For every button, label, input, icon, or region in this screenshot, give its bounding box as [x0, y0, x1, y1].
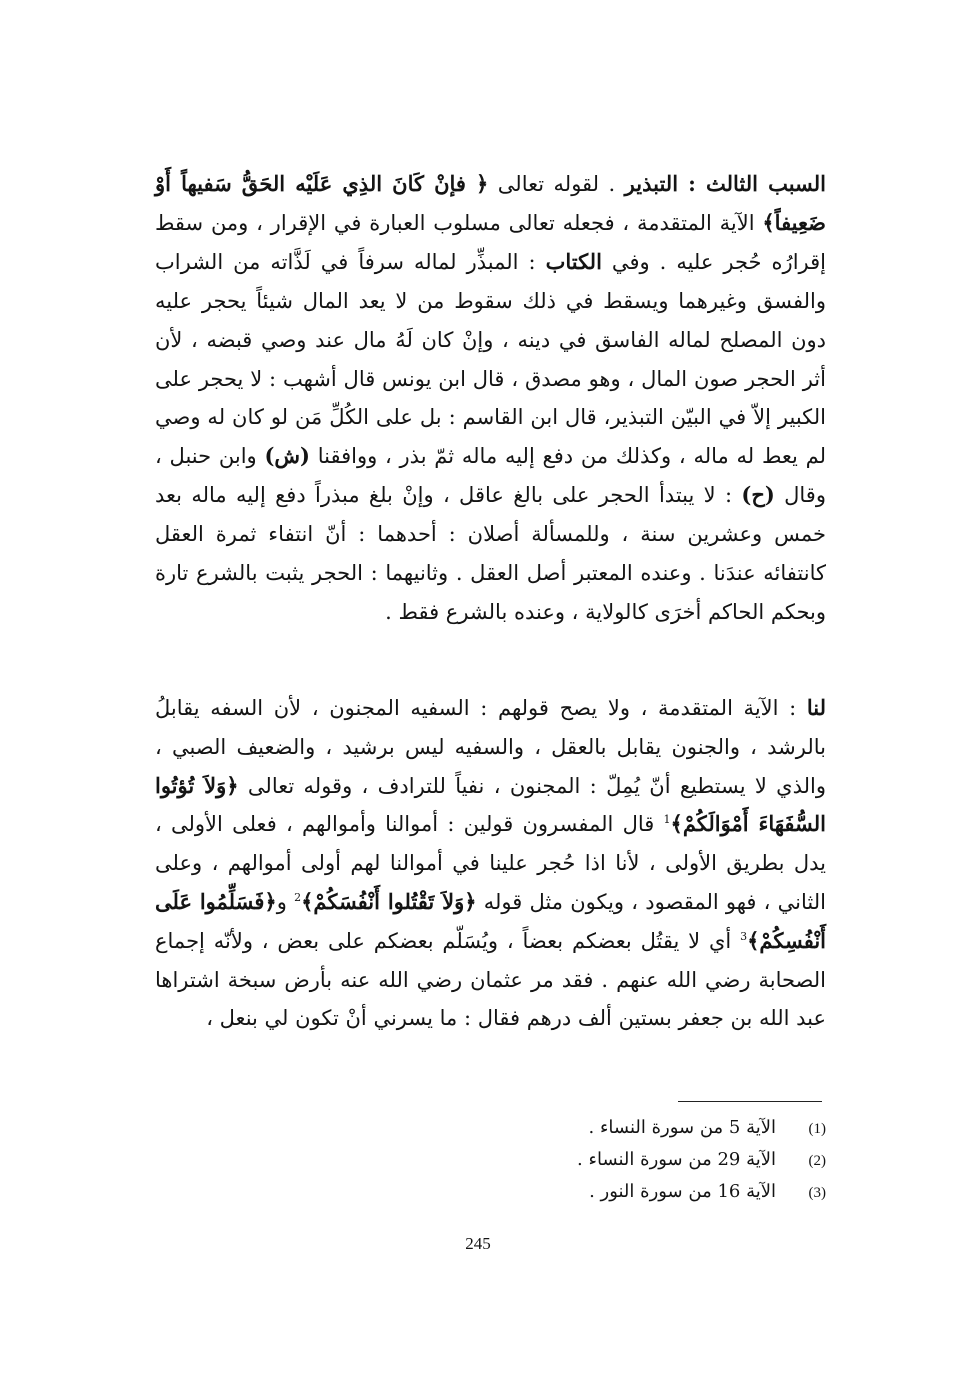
footnote-3 — [455, 1181, 826, 1213]
footnote-number: (3) — [808, 1185, 826, 1201]
text-run: : الآية المتقدمة ، ولا يصح قولهم : السفيه المجنون ، لأن السفه يقابلُ بالرشد ، والجنون يقابل بالعقل ، والسفيه ليس برشيد ، والضعيف الصبي ، والذي لا يستطيع أنّ يُمِلّ : المجنون ، نفياً للترادف ، وقوله تعالى — [155, 696, 826, 798]
bold-term: لنا — [806, 695, 826, 720]
text-run: و — [276, 889, 295, 914]
footnote-1 — [455, 1117, 826, 1149]
bold-term: (ح) — [741, 482, 775, 508]
main-text — [155, 165, 826, 632]
text-run: الآية المتقدمة ، فجعله تعالى مسلوب العبارة في الإقرار ، ومن سقط إقرارُه حُجر عليه . وفي — [155, 210, 826, 274]
footnote-number: (1) — [808, 1121, 826, 1137]
footnote-ref: 1 — [663, 813, 671, 827]
paragraph-cause-three — [155, 165, 826, 632]
quran-verse: ﴿وَلاَ تَقْتُلوا أَنْفُسَكُمْ﴾ — [301, 888, 477, 914]
footnote-ref: 3 — [740, 929, 748, 943]
bold-term: (ش) — [264, 443, 310, 469]
footnote-number: (2) — [808, 1153, 826, 1169]
text-run: : المبذِّر لماله سرفاً في لَذَّاته من الشراب والفسق وغيرهما ويسقط في ذلك سقوط من لا يعد المال شيئاً يحجر عليه دون المصلح لماله الفاسق في دينه ، وإنْ كان لَهُ مال عند وصي قبضه ، لأن أثر الحجر صون المال ، وهو مصدق ، قال ابن يونس قال أشهب : لا يحجر على الكبير إلاّ في البيّن التبذير، قال ابن القاسم : بل على الكُلِّ مَن لو كان له وصي لم يعط له ماله ، وكذلك من دفع إليه ماله ثمّ بذر ، ووافقنا — [155, 249, 826, 469]
footnote-text: الآية 29 من سورة النساء . — [577, 1149, 776, 1170]
footnote-2 — [455, 1149, 826, 1181]
quran-verse: ﴿ فإنْ كَانَ الذِي عَلَيْه الحَقُّ سَفيهاً أَوْ ضَعِيفاً﴾ — [155, 171, 826, 235]
text-run: أي لا يقتُل بعضكم بعضاً ، ويُسَلّم بعضكم على بعض ، ولأنّه إجماع الصحابة رضي الله عنهم . فقد مر عثمان رضي الله عنه بأرض سبخة اشتراها عبد الله بن جعفر بستين ألف درهم فقال : ما يسرني أنْ تكون لي بنعل ، — [155, 928, 826, 1031]
footnote-text: الآية 5 من سورة النساء . — [588, 1117, 776, 1138]
text-run: : لا يبتدأ الحجر على بالغ عاقل ، وإنْ بلغ مبذراً دفع إليه ماله بعد خمس وعشرين سنة ، وللمسألة أصلان : أحدهما : أنّ انتفاء ثمرة العقل كانتفائه عندَنا . وعنده المعتبر أصل العقل . وثانيهما : الحجر يثبت بالشرع تارة وبحكم الحاكم أخرَى كالولاية ، وعنده بالشرع فقط . — [155, 483, 826, 624]
footnote-separator — [678, 1101, 822, 1102]
footnote-ref: 2 — [294, 890, 302, 904]
page-number: 245 — [465, 1234, 491, 1253]
main-text-continued — [155, 689, 826, 1038]
quran-verse: ﴿فَسَلِّمُوا عَلَى أَنْفُسِكُمْ﴾ — [155, 888, 826, 953]
text-run: قال المفسرون قولين : أموالنا وأموالهم ، فعلى الأولى ، يدل بطريق الأولى ، لأنا اذا حُجر علينا في أموالنا لهم أولى أموالهم ، وعلى الثاني ، فهو المقصود ، ويكون مثل قوله — [155, 812, 826, 914]
quran-verse: ﴿وَلاَ تُؤتُوا السُّفَهَاءَ أَمْوَالَكُمْ﴾ — [155, 772, 826, 837]
text-run: . لقوله تعالى — [488, 172, 625, 196]
footnote-text: الآية 16 من سورة النور . — [589, 1181, 776, 1202]
bold-term: السبب الثالث : — [678, 171, 826, 196]
bold-term: التبذير — [624, 171, 679, 196]
text-run: وابن حنبل ، وقال — [155, 444, 826, 508]
paragraph-lana — [155, 689, 826, 1038]
bold-term: الكتاب — [545, 248, 602, 274]
footnotes — [455, 1117, 826, 1213]
